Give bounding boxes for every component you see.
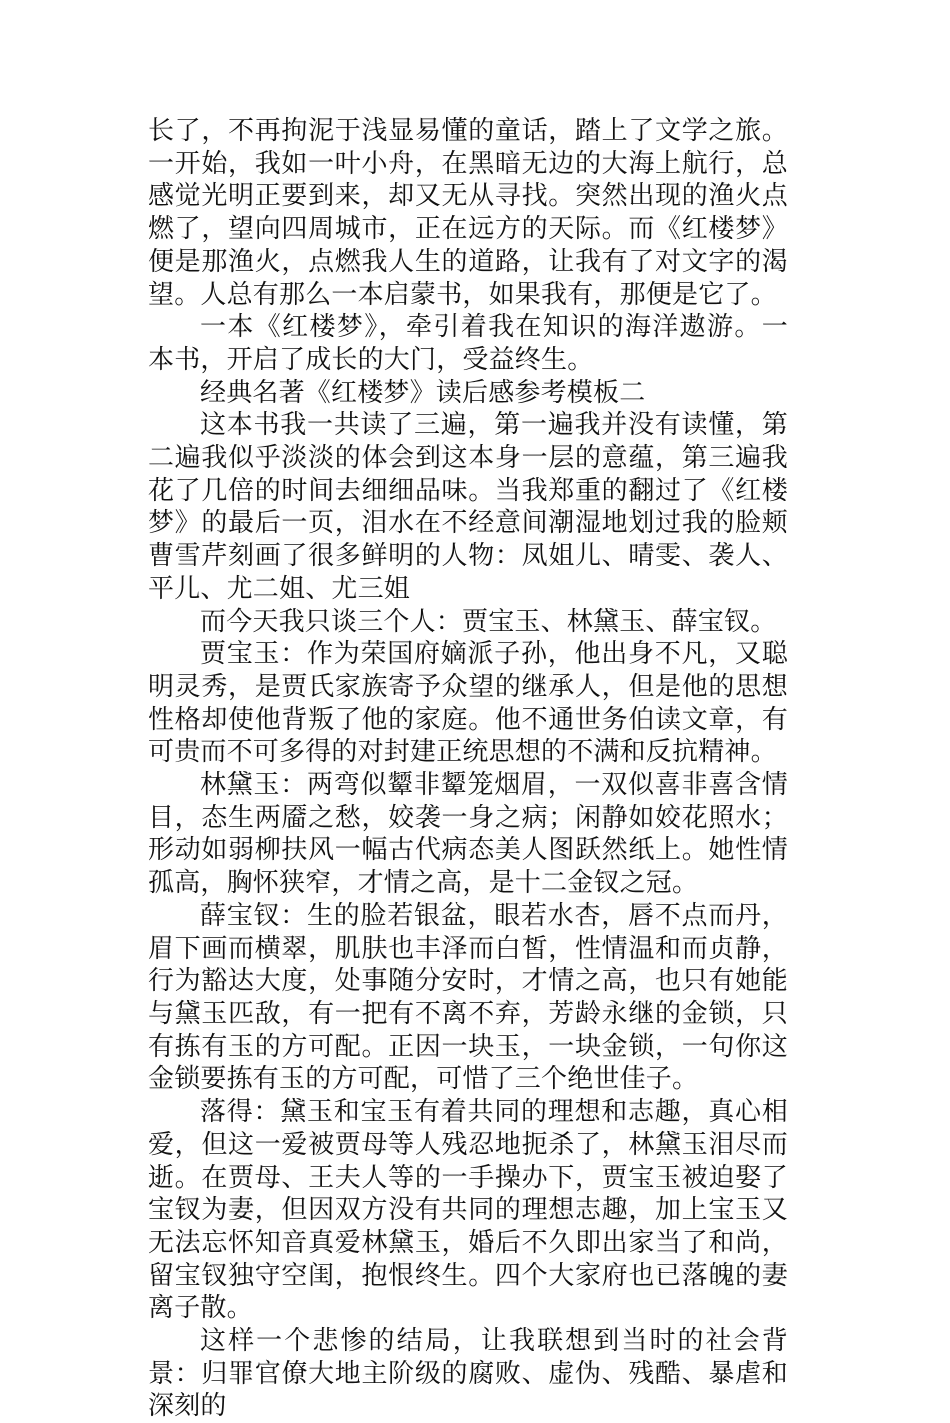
paragraph-jia-baoyu: 贾宝玉：作为荣国府嫡派子孙，他出身不凡，又聪明灵秀，是贾氏家族寄予众望的继承人，但是他的思想性格却使他背叛了他的家庭。他不通世务伯读文章，有可贵而不可多得的对封建正统思想的不满和反抗精神。 bbox=[148, 639, 788, 768]
paragraph-continuation: 长了，不再拘泥于浅显易懂的童话，踏上了文学之旅。一开始，我如一叶小舟，在黑暗无边的大海上航行，总感觉光明正要到来，却又无从寻找。突然出现的渔火点燃了，望向四周城市，正在远方的天际。而《红楼梦》便是那渔火，点燃我人生的道路，让我有了对文字的渴望。人总有那么一本启蒙书，如果我有，那便是它了。 bbox=[148, 116, 788, 310]
paragraph-lin-daiyu: 林黛玉：两弯似颦非颦笼烟眉，一双似喜非喜含情目，态生两靥之愁，姣袭一身之病；闲静如姣花照水；形动如弱柳扶风一幅古代病态美人图跃然纸上。她性情孤高，胸怀狭窄，才情之高，是十二金钗之冠。 bbox=[148, 770, 788, 899]
section-heading: 经典名著《红楼梦》读后感参考模板二 bbox=[200, 377, 646, 408]
paragraph-xue-baochai: 薛宝钗：生的脸若银盆，眼若水杏，唇不点而丹，眉下画而横翠，肌肤也丰泽而白皙，性情温和而贞静，行为豁达大度，处事随分安时，才情之高，也只有她能与黛玉匹敌，有一把有不离不弃，芳龄永继的金锁，只有拣有玉的方可配。正因一块玉，一块金锁，一句你这金锁要拣有玉的方可配，可惜了三个绝世佳子。 bbox=[148, 900, 788, 1095]
paragraph-three-characters: 而今天我只谈三个人：贾宝玉、林黛玉、薛宝钗。 bbox=[200, 606, 777, 637]
paragraph-outcome: 落得：黛玉和宝玉有着共同的理想和志趣，真心相爱，但这一爱被贾母等人残忍地扼杀了，林黛玉泪尽而逝。在贾母、王夫人等的一手操办下，贾宝玉被迫娶了宝钗为妻，但因双方没有共同的理想志趣，加上宝玉又无法忘怀知音真爱林黛玉，婚后不久即出家当了和尚，留宝钗独守空闺，抱恨终生。四个大家府也已落魄的妻离子散。 bbox=[148, 1097, 788, 1324]
document-body bbox=[148, 115, 788, 1423]
paragraph-social-background: 这样一个悲惨的结局，让我联想到当时的社会背景：归罪官僚大地主阶级的腐败、虚伪、残酷、暴虐和深刻的 bbox=[148, 1326, 788, 1422]
paragraph-reading-three-times: 这本书我一共读了三遍，第一遍我并没有读懂，第二遍我似乎淡淡的体会到这本身一层的意蕴，第三遍我花了几倍的时间去细细品味。当我郑重的翻过了《红楼梦》的最后一页，泪水在不经意间潮湿地划过我的脸颊曹雪芹刻画了很多鲜明的人物：凤姐儿、晴雯、袭人、平儿、尤二姐、尤三姐 bbox=[148, 410, 788, 604]
paragraph-hongloumeng-summary: 一本《红楼梦》，牵引着我在知识的海洋遨游。一本书，开启了成长的大门，受益终生。 bbox=[148, 312, 788, 375]
